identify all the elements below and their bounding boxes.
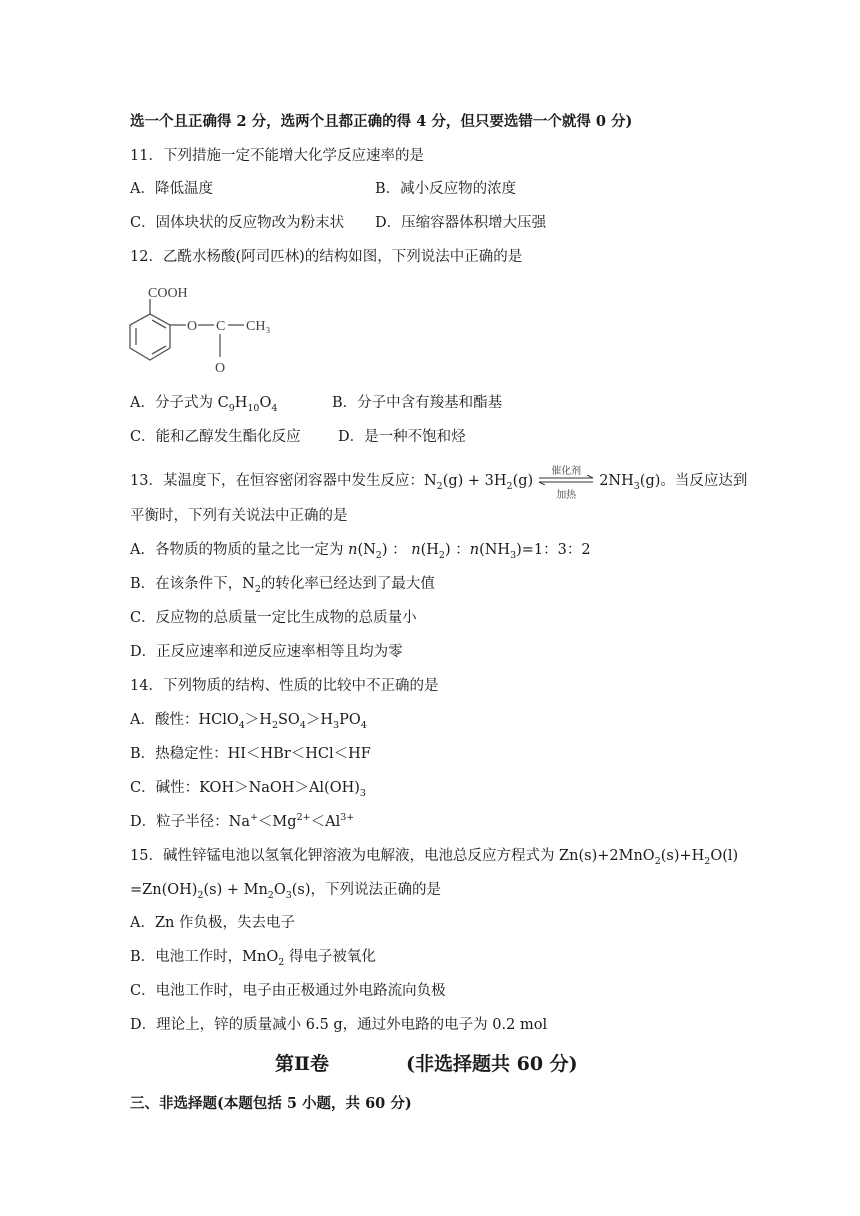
q11-option-b: B．减小反应物的浓度 [375,181,517,197]
q13-option-a: A．各物质的物质的量之比一定为 $n(N_2)$ ： $n(H_2)$ ：$n(NH_3)=1$：3：2 [130,542,591,561]
formula-sub-4: 4 [271,402,278,414]
formula-o: O [259,395,272,411]
q13-stem: 13．某温度下，在恒容密闭容器中发生反应：$N_2(g) + 3H_2(g)$ 催化剂 加热 $2NH_3(g)$。当反应达到 [130,471,747,491]
carbonyl-carbon-label: C [216,319,226,334]
q14-option-a: A．酸性：$HClO_4>H_2SO_4>H_3PO_4$ [130,712,367,731]
q12-option-a [130,393,277,413]
aspirin-structure-diagram [128,282,288,380]
q14-option-d-label: D．粒子半径： [130,814,229,830]
q13-stem-start: 13．某温度下，在恒容密闭容器中发生反应：N [130,473,437,489]
q14-stem: 14．下列物质的结构、性质的比较中不正确的是 [130,678,439,694]
q11-stem: 11．下列措施一定不能增大化学反应速率的是 [130,148,424,164]
section-2-subtitle: (非选择题共 60 分) [406,1053,578,1075]
q13-stem-line2: 平衡时，下列有关说法中正确的是 [130,508,348,524]
q15-stem-end: ，下列说法正确的是 [310,882,442,898]
ester-oxygen-label: O [187,319,198,334]
q13-option-b-prefix: B．在该条件下，N [130,576,255,592]
q13-stem-end: 。当反应达到 [660,473,748,489]
q15-option-a: A．Zn 作负极，失去电子 [130,915,295,931]
section-2-label: 第Ⅱ卷 [275,1053,330,1075]
q15-option-d: D．理论上，锌的质量减小 6.5 g，通过外电路的电子为 0.2 mol [130,1017,548,1033]
q12-option-c: C．能和乙醇发生酯化反应 [130,429,301,445]
q12-option-b: B．分子中含有羧基和酯基 [332,395,503,411]
formula-sub-10: 10 [247,402,260,414]
q14-option-c-label: C．碱性： [130,780,200,796]
reversible-arrow [535,466,597,501]
q15-stem-line2: $=Zn(OH)_2(s) + Mn_2O_3(s)$，下列说法正确的是 [130,882,442,901]
q13-option-d: D．正反应速率和逆反应速率相等且均为零 [130,644,403,660]
q15-option-b-prefix: B．电池工作时，MnO [130,949,279,965]
section-3-heading: 三、非选择题(本题包括 5 小题，共 60 分) [130,1095,412,1112]
cooh-label: COOH [148,286,188,301]
heat-label: 加热 [556,490,577,501]
q13-option-a-text: A．各物质的物质的量之比一定为 [130,542,344,558]
formula-sub-9: 9 [228,402,235,414]
q14-option-d: D．粒子半径：$Na^+<Mg^{2+}<Al^{3+}$ [130,812,355,830]
catalyst-label: 催化剂 [551,466,582,477]
formula-h: H [234,395,248,411]
section-2-title [0,1049,860,1077]
q12-stem: 12．乙酰水杨酸(阿司匹林)的结构如图，下列说法中正确的是 [130,249,523,265]
q12-option-a-prefix: A．分子式为 C [130,395,229,411]
q11-option-d: D．压缩容器体积增大压强 [375,215,547,231]
q14-option-c: C．碱性：$KOH>NaOH>Al(OH)_3$ [130,780,366,799]
q15-option-c: C．电池工作时，电子由正极通过外电路流向负极 [130,983,446,999]
q11-option-c: C．固体块状的反应物改为粉末状 [130,215,345,231]
q14-option-a-label: A．酸性： [130,712,199,728]
q13-option-b-suffix: 的转化率已经达到了最大值 [260,576,435,592]
q15-option-b: B．电池工作时，MnO$_2$ 得电子被氧化 [130,949,376,968]
q14-option-b: B．热稳定性：HI＜HBr＜HCl＜HF [130,746,371,762]
methyl-label: CH₃ [246,319,271,334]
q13-option-c: C．反应物的总质量一定比生成物的总质量小 [130,610,417,626]
q11-option-a: A．降低温度 [130,181,213,197]
q15-stem-line1: 15．碱性锌锰电池以氢氧化钾溶液为电解液，电池总反应方程式为 $Zn(s)+2MnO_2(s)+H_2O(l)$ [130,848,739,867]
carbonyl-oxygen-label: O [215,361,226,376]
q15-option-b-suffix: 得电子被氧化 [288,949,376,965]
q15-stem-start: 15．碱性锌锰电池以氢氧化钾溶液为电解液，电池总反应方程式为 Zn(s)+2MnO [130,848,655,864]
q13-option-b: B．在该条件下，$N_2$的转化率已经达到了最大值 [130,576,435,595]
q12-option-d: D．是一种不饱和烃 [338,429,466,445]
header-note: 选一个且正确得 2 分，选两个且都正确的得 4 分，但只要选错一个就得 0 分) [130,113,633,130]
